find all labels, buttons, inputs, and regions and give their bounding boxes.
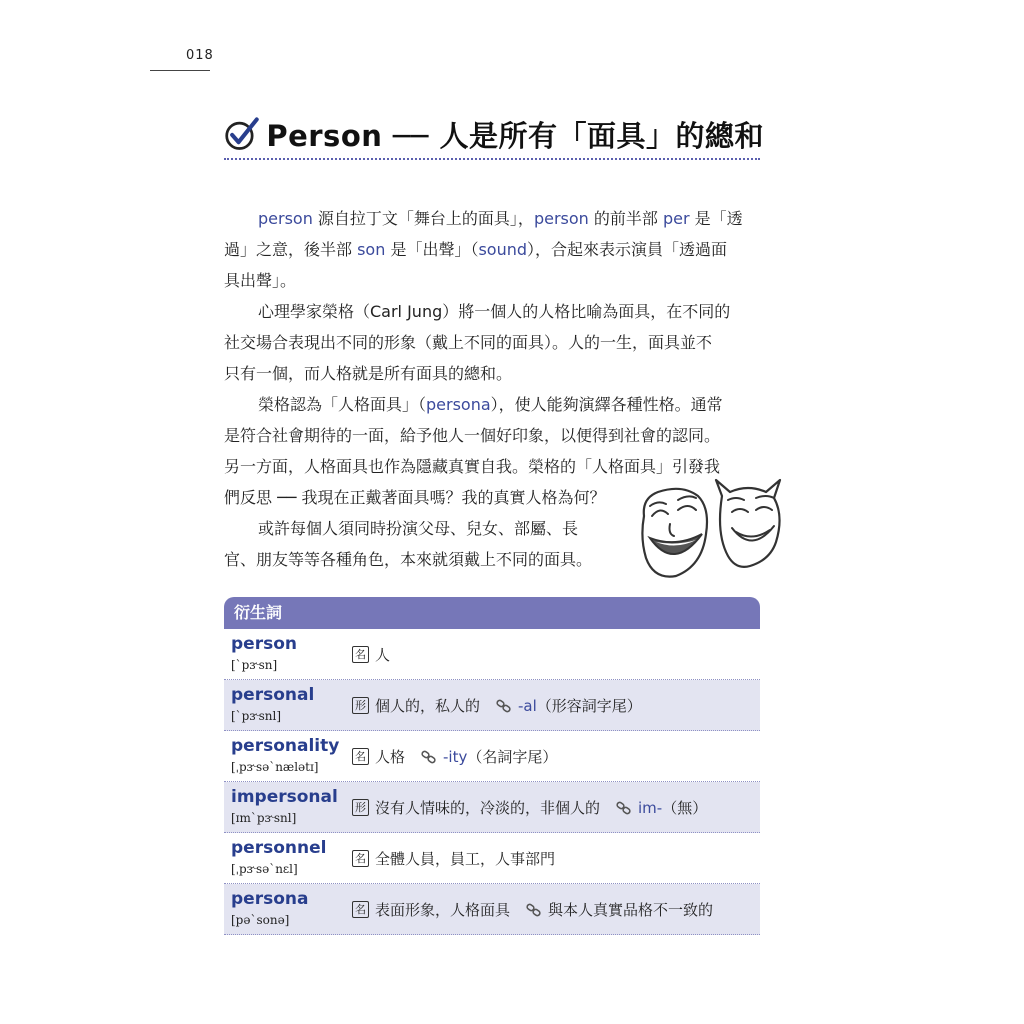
definition — [352, 746, 557, 767]
page-number: 018 — [186, 48, 214, 63]
text-line: person 源自拉丁文「舞台上的面具」，person 的前半部 per 是「透 — [258, 209, 743, 228]
text-line: 過」之意，後半部 son 是「出聲」（sound），合起來表示演員「透過面 — [224, 240, 728, 259]
table-row — [224, 680, 760, 731]
pronunciation: [ˋpɝsnl] — [231, 709, 282, 723]
theater-masks-illustration — [636, 476, 786, 586]
section-title: Person ── 人是所有「面具」的總和 — [266, 118, 764, 153]
derivatives-header: 衍生詞 — [224, 597, 760, 629]
definition — [352, 644, 390, 665]
definition-text: 人 — [375, 646, 391, 664]
link-icon — [421, 750, 437, 764]
link-icon — [616, 801, 632, 815]
paragraph — [224, 203, 762, 296]
text-line: 具出聲」。 — [224, 271, 297, 290]
definition-text: 個人的，私人的 — [375, 697, 481, 715]
text-line: 心理學家榮格（Carl Jung）將一個人的人格比喻為面具，在不同的 — [258, 302, 731, 321]
headword: personality — [231, 736, 340, 756]
affix-note: （無） — [662, 799, 708, 817]
affix-note: 與本人真實品格不一致的 — [548, 901, 714, 919]
text-line: 榮格認為「人格面具」（persona），使人能夠演繹各種性格。通常 — [258, 395, 723, 414]
part-of-speech-badge: 形 — [352, 697, 369, 714]
text-line: 官、朋友等等各種角色，本來就須戴上不同的面具。 — [224, 550, 593, 569]
affix-note: （名詞字尾） — [467, 748, 558, 766]
part-of-speech-badge: 形 — [352, 799, 369, 816]
definition-text: 人格 — [375, 748, 406, 766]
text-line: 是符合社會期待的一面，給予他人一個好印象，以便得到社會的認同。 — [224, 426, 721, 445]
definition — [352, 848, 555, 869]
table-row — [224, 782, 760, 833]
definition-text: 表面形象，人格面具 — [375, 901, 511, 919]
headword: personal — [231, 685, 315, 705]
table-row — [224, 884, 760, 935]
pronunciation: [ˌpɝsəˋnɛl] — [231, 862, 298, 876]
headword: person — [231, 634, 297, 654]
table-row — [224, 731, 760, 782]
derivatives-table — [224, 629, 760, 935]
link-icon — [496, 699, 512, 713]
pronunciation: [ɪmˋpɝsnl] — [231, 811, 297, 825]
headword: personnel — [231, 838, 327, 858]
affix-note: （形容詞字尾） — [536, 697, 642, 715]
text-line: 只有一個，而人格就是所有面具的總和。 — [224, 364, 513, 383]
checkmark-circle-icon — [224, 114, 260, 154]
definition — [352, 899, 713, 920]
part-of-speech-badge: 名 — [352, 850, 369, 867]
part-of-speech-badge: 名 — [352, 901, 369, 918]
part-of-speech-badge: 名 — [352, 748, 369, 765]
part-of-speech-badge: 名 — [352, 646, 369, 663]
text-line: 另一方面，人格面具也作為隱藏真實自我。榮格的「人格面具」引發我 — [224, 457, 721, 476]
headword: persona — [231, 889, 309, 909]
text-line: 社交場合表現出不同的形象（戴上不同的面具）。人的一生，面具並不 — [224, 333, 713, 352]
pronunciation: [ˌpɝsəˋnælətɪ] — [231, 760, 319, 774]
affix: -ity — [443, 747, 468, 766]
pronunciation: [pəˋsonə] — [231, 913, 290, 927]
affix: -al — [518, 696, 537, 715]
definition-text: 沒有人情味的，冷淡的，非個人的 — [375, 799, 601, 817]
affix: im- — [638, 798, 663, 817]
definition — [352, 695, 642, 716]
title-divider — [224, 158, 760, 160]
definition-text: 全體人員，員工，人事部門 — [375, 850, 556, 868]
paragraph — [224, 296, 762, 389]
link-icon — [526, 903, 542, 917]
headword: impersonal — [231, 787, 338, 807]
text-line: 們反思 ── 我現在正戴著面具嗎？我的真實人格為何？ — [224, 488, 606, 507]
definition — [352, 797, 707, 818]
pronunciation: [ˋpɝsn] — [231, 658, 278, 672]
page-number-rule — [150, 70, 210, 71]
table-row — [224, 629, 760, 680]
text-line: 或許每個人須同時扮演父母、兒女、部屬、長 — [258, 519, 579, 538]
table-row — [224, 833, 760, 884]
section-title-row — [224, 112, 764, 156]
